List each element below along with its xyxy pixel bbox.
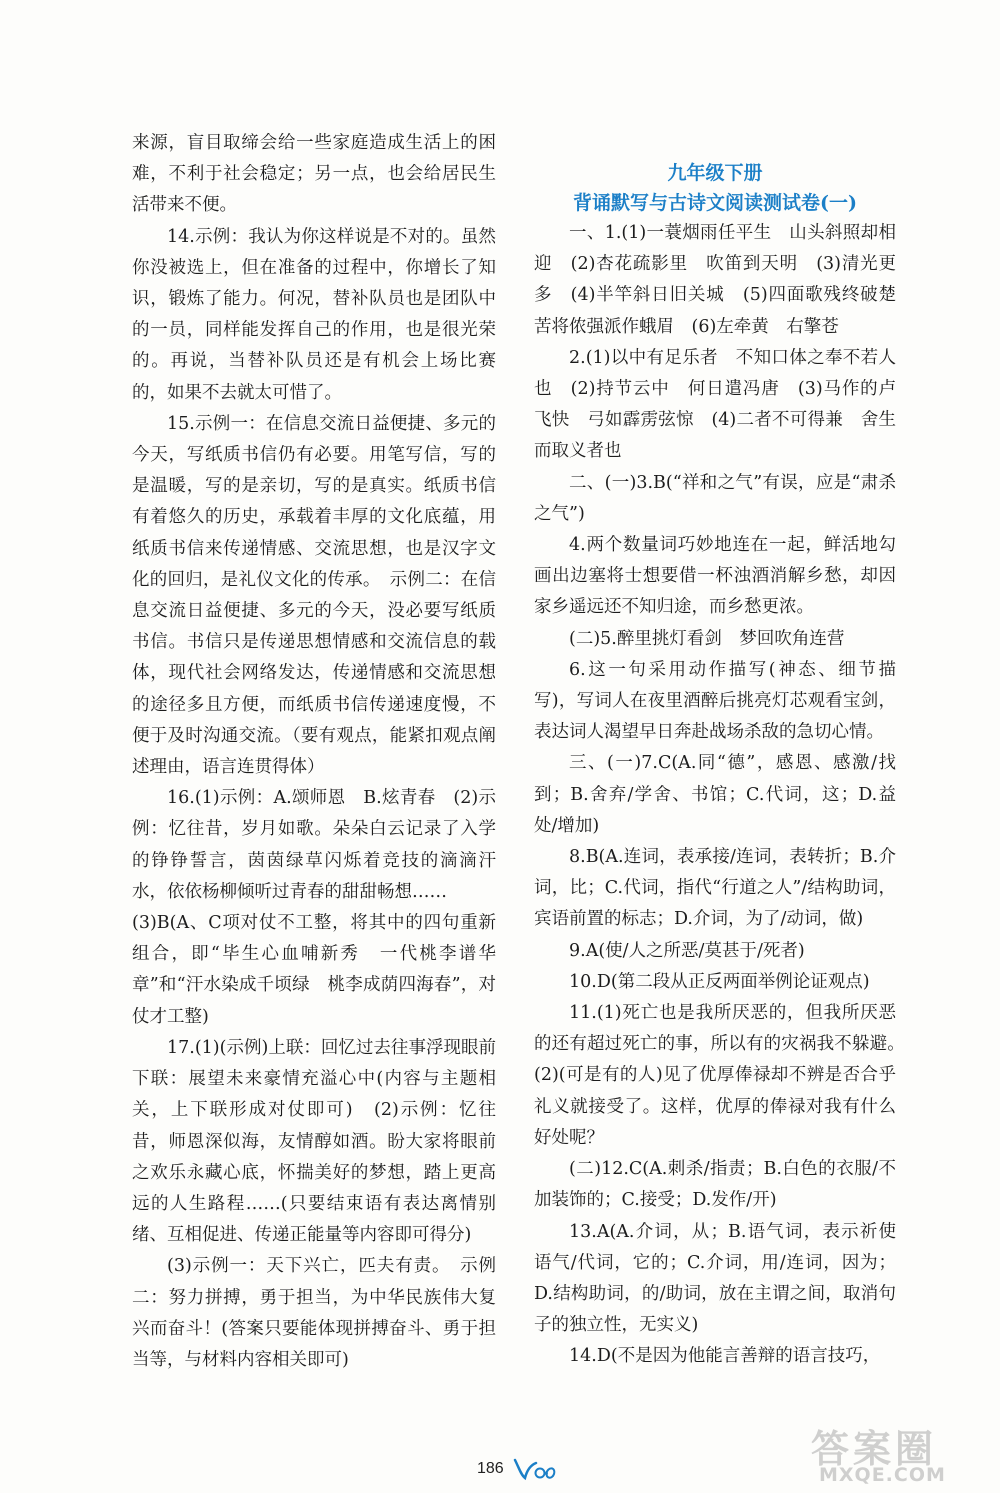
- answer-paragraph: 8.B(A.连词，表承接/连词，表转折；B.介词，比；C.代词，指代“行道之人”/结构助词，宾语前置的标志；D.介词，为了/动词，做): [534, 847, 896, 930]
- left-column: [132, 128, 514, 1376]
- answer-paragraph: 14.示例：我认为你这样说是不对的。虽然你没被选上，但在准备的过程中，你增长了知识，锻炼了能力。何况，替补队员也是团队中的一员，同样能发挥自己的作用，也是很光荣的。再说，当替补队员还是有机会上场比赛的，如果不去就太可惜了。: [132, 226, 496, 403]
- swirl-ornament-icon: [512, 1456, 558, 1482]
- answer-paragraph: 13.A(A.介词，从；B.语气词，表示祈使语气/代词，它的；C.介词，用/连词，因为；D.结构助词，的/助词，放在主谓之间，取消句子的独立性，无实义): [534, 1221, 896, 1336]
- answer-paragraph: 16.(1)示例：A.颂师恩 B.炫青春 (2)示例：忆往昔，岁月如歌。朵朵白云记录了入学的铮铮誓言，茵茵绿草闪烁着竞技的滴滴汗水，依依杨柳倾听过青春的甜甜畅想……: [132, 788, 496, 902]
- section-heading: 九年级下册: [667, 162, 763, 184]
- answer-paragraph: (二)5.醉里挑灯看剑 梦回吹角连营: [569, 628, 845, 649]
- watermark-title: 答案圈: [811, 1427, 938, 1471]
- page-number: 186: [477, 1460, 504, 1477]
- answer-paragraph: 来源，盲目取缔会给一些家庭造成生活上的困难，不利于社会稳定；另一点，也会给居民生活带来不便。: [132, 133, 496, 216]
- answer-paragraph: 14.D(不是因为他能言善辩的语言技巧，: [569, 1346, 881, 1367]
- answer-paragraph: 2.(1)以中有足乐者 不知口体之奉不若人也 (2)持节云中 何日遣冯唐 (3)马作的卢飞快 弓如霹雳弦惊 (4)二者不可得兼 舍生而取义者也: [534, 347, 896, 462]
- page-footer: [0, 1456, 1000, 1486]
- answer-paragraph: 10.D(第二段从正反两面举例论证观点): [569, 971, 870, 992]
- answer-paragraph: (3)示例一：天下兴亡，匹夫有责。 示例二：努力拼搏，勇于担当，为中华民族伟大复兴而奋斗！(答案只要能体现拼搏奋斗、勇于担当等，与材料内容相关即可): [132, 1256, 496, 1370]
- answer-paragraph: 9.A(使/人之所恶/莫甚于/死者): [569, 940, 805, 961]
- answer-paragraph: (二)12.C(A.刺杀/指责；B.白色的衣服/不加装饰的；C.接受；D.发作/开): [534, 1159, 896, 1211]
- answer-paragraph: 6.这一句采用动作描写(神态、细节描写)，写词人在夜里酒醉后挑亮灯芯观看宝剑，表达词人渴望早日奔赴战场杀敌的急切心情。: [534, 659, 896, 743]
- answer-paragraph: 15.示例一：在信息交流日益便捷、多元的今天，写纸质书信仍有必要。用笔写信，写的是温暖，写的是亲切，写的是真实。纸质书信有着悠久的历史，承载着丰厚的文化底蕴，用纸质书信来传递情感、交流思想，也是汉字文化的回归，是礼仪文化的传承。 示例二：在信息交流日益便捷、多元的今天，没必要写纸质书信。书信只是传递思想情感和交流信息的载体，现代社会网络发达，传递情感和交流思想的途径多且方便，而纸质书信传递速度慢，不便于及时沟通交流。（要有观点，能紧扣观点阐述理由，语言连贯得体）: [132, 413, 496, 778]
- right-column: [534, 128, 914, 1373]
- answer-paragraph: 17.(1)(示例)上联：回忆过去往事浮现眼前 下联：展望未来豪情充溢心中(内容与主题相关，上下联形成对仗即可) (2)示例：忆往昔，师恩深似海，友情醇如酒。盼大家将眼前之欢乐永藏心底，怀揣美好的梦想，踏上更高远的人生路程……(只要结束语有表达离情别绪、互相促进、传递正能量等内容即可得分): [132, 1037, 514, 1246]
- answer-paragraph: 一、1.(1)一蓑烟雨任平生 山头斜照却相迎 (2)杏花疏影里 吹笛到天明 (3)清光更多 (4)半竿斜日旧关城 (5)四面歌残终破楚 苦将侬强派作蛾眉 (6)左牵黄 右擎苍: [534, 223, 914, 337]
- watermark-url: MXQE.COM: [819, 1464, 946, 1486]
- answer-paragraph: 三、(一)7.C(A.同“德”，感恩、感激/找到；B.舍弃/学舍、书馆；C.代词，这；D.益处/增加): [534, 753, 896, 836]
- answer-paragraph: 二、(一)3.B(“祥和之气”有误，应是“肃杀之气”): [534, 472, 896, 524]
- answer-paragraph: 11.(1)死亡也是我所厌恶的，但我所厌恶的还有超过死亡的事，所以有的灾祸我不躲避。 (2)(可是有的人)见了优厚俸禄却不辨是否合乎礼义就接受了。这样，优厚的俸禄对我有什么好处呢？: [534, 1003, 914, 1148]
- answer-paragraph: 4.两个数量词巧妙地连在一起，鲜活地勾画出边塞将士想要借一杯浊酒消解乡愁，却因家乡遥远还不知归途，而乡愁更浓。: [534, 535, 896, 618]
- test-heading: 背诵默写与古诗文阅读测试卷(一): [573, 192, 857, 214]
- answer-paragraph: (3)B(A、C项对仗不工整，将其中的四句重新组合，即“毕生心血哺新秀 一代桃李谱华章”和“汗水染成千顷绿 桃李成荫四海春”，对仗才工整): [132, 913, 496, 1027]
